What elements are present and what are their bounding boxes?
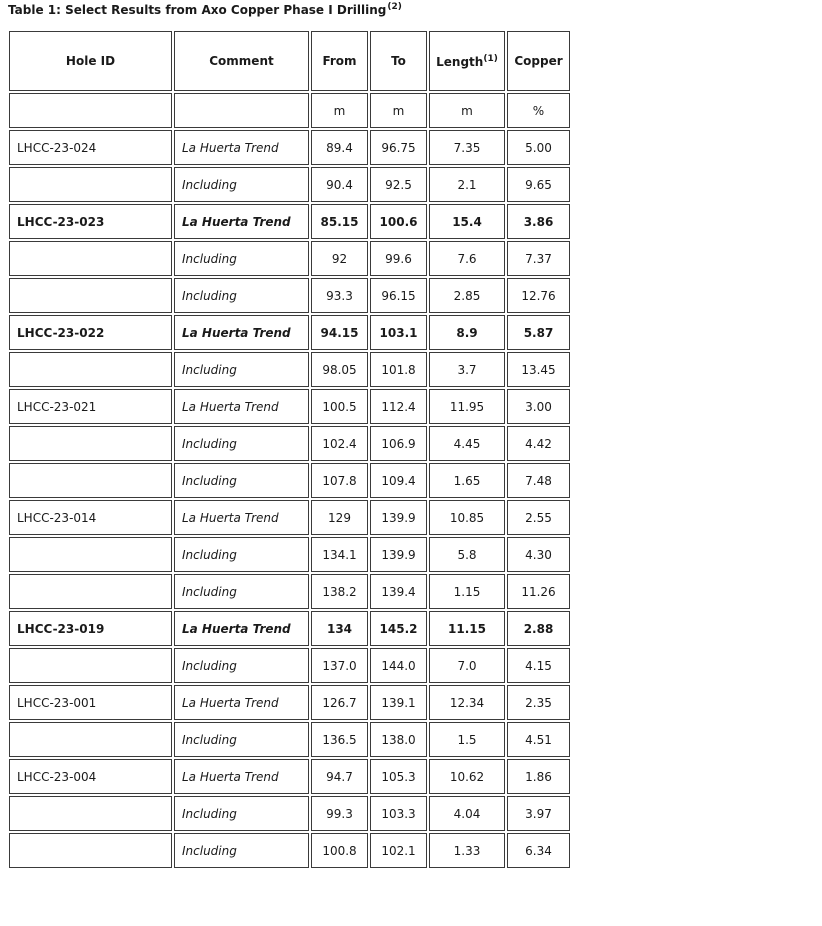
from-cell: 138.2 xyxy=(311,574,368,609)
table-row xyxy=(9,426,570,461)
length-cell: 3.7 xyxy=(429,352,505,387)
hole-id-cell xyxy=(9,648,172,683)
hole-id-cell: LHCC-23-019 xyxy=(9,611,172,646)
hole-id-cell xyxy=(9,537,172,572)
comment-cell: Including xyxy=(174,463,309,498)
copper-cell: 6.34 xyxy=(507,833,570,868)
table-row xyxy=(9,759,570,794)
copper-cell: 4.51 xyxy=(507,722,570,757)
from-cell: 100.5 xyxy=(311,389,368,424)
comment-cell: Including xyxy=(174,241,309,276)
table-row xyxy=(9,167,570,202)
unit-copper: % xyxy=(507,93,570,128)
table-row xyxy=(9,389,570,424)
from-cell: 137.0 xyxy=(311,648,368,683)
table-row xyxy=(9,611,570,646)
to-cell: 102.1 xyxy=(370,833,427,868)
copper-cell: 11.26 xyxy=(507,574,570,609)
from-cell: 100.8 xyxy=(311,833,368,868)
length-cell: 4.45 xyxy=(429,426,505,461)
to-cell: 101.8 xyxy=(370,352,427,387)
from-cell: 102.4 xyxy=(311,426,368,461)
table-row xyxy=(9,796,570,831)
table-row xyxy=(9,648,570,683)
comment-cell: La Huerta Trend xyxy=(174,500,309,535)
length-cell: 2.1 xyxy=(429,167,505,202)
table-row xyxy=(9,500,570,535)
hole-id-cell xyxy=(9,426,172,461)
length-cell: 10.62 xyxy=(429,759,505,794)
comment-cell: Including xyxy=(174,648,309,683)
comment-cell: Including xyxy=(174,278,309,313)
comment-cell: La Huerta Trend xyxy=(174,759,309,794)
hole-id-cell: LHCC-23-014 xyxy=(9,500,172,535)
header-to: To xyxy=(370,31,427,91)
to-cell: 96.75 xyxy=(370,130,427,165)
comment-cell: La Huerta Trend xyxy=(174,685,309,720)
units-row xyxy=(9,93,570,128)
copper-cell: 5.00 xyxy=(507,130,570,165)
to-cell: 99.6 xyxy=(370,241,427,276)
header-comment: Comment xyxy=(174,31,309,91)
copper-cell: 12.76 xyxy=(507,278,570,313)
length-cell: 5.8 xyxy=(429,537,505,572)
copper-cell: 9.65 xyxy=(507,167,570,202)
length-cell: 7.6 xyxy=(429,241,505,276)
copper-cell: 4.15 xyxy=(507,648,570,683)
copper-cell: 2.88 xyxy=(507,611,570,646)
header-length-label: Length xyxy=(436,54,484,69)
header-from: From xyxy=(311,31,368,91)
title-footnote: (2) xyxy=(387,2,402,12)
length-cell: 4.04 xyxy=(429,796,505,831)
length-cell: 7.35 xyxy=(429,130,505,165)
comment-cell: Including xyxy=(174,167,309,202)
length-cell: 11.95 xyxy=(429,389,505,424)
to-cell: 96.15 xyxy=(370,278,427,313)
table-title xyxy=(8,2,402,17)
table-row xyxy=(9,537,570,572)
table-row xyxy=(9,278,570,313)
to-cell: 139.9 xyxy=(370,537,427,572)
table-row xyxy=(9,833,570,868)
from-cell: 99.3 xyxy=(311,796,368,831)
from-cell: 94.15 xyxy=(311,315,368,350)
hole-id-cell: LHCC-23-022 xyxy=(9,315,172,350)
table-body xyxy=(9,130,570,868)
from-cell: 93.3 xyxy=(311,278,368,313)
hole-id-cell: LHCC-23-004 xyxy=(9,759,172,794)
comment-cell: La Huerta Trend xyxy=(174,611,309,646)
length-footnote: (1) xyxy=(483,53,498,64)
to-cell: 139.9 xyxy=(370,500,427,535)
hole-id-cell xyxy=(9,167,172,202)
hole-id-cell xyxy=(9,722,172,757)
comment-cell: Including xyxy=(174,426,309,461)
comment-cell: Including xyxy=(174,722,309,757)
copper-cell: 3.00 xyxy=(507,389,570,424)
table-row xyxy=(9,352,570,387)
copper-cell: 2.35 xyxy=(507,685,570,720)
length-cell: 10.85 xyxy=(429,500,505,535)
copper-cell: 1.86 xyxy=(507,759,570,794)
unit-length: m xyxy=(429,93,505,128)
to-cell: 138.0 xyxy=(370,722,427,757)
length-cell: 8.9 xyxy=(429,315,505,350)
table-title-text: Table 1: Select Results from Axo Copper Phase I Drilling xyxy=(8,3,387,17)
header-row xyxy=(9,31,570,91)
copper-cell: 4.30 xyxy=(507,537,570,572)
from-cell: 107.8 xyxy=(311,463,368,498)
from-cell: 92 xyxy=(311,241,368,276)
to-cell: 139.1 xyxy=(370,685,427,720)
comment-cell: Including xyxy=(174,537,309,572)
length-cell: 1.15 xyxy=(429,574,505,609)
hole-id-cell xyxy=(9,278,172,313)
copper-cell: 2.55 xyxy=(507,500,570,535)
to-cell: 106.9 xyxy=(370,426,427,461)
unit-to: m xyxy=(370,93,427,128)
to-cell: 112.4 xyxy=(370,389,427,424)
comment-cell: Including xyxy=(174,796,309,831)
table-row xyxy=(9,130,570,165)
table-row xyxy=(9,463,570,498)
from-cell: 94.7 xyxy=(311,759,368,794)
hole-id-cell xyxy=(9,833,172,868)
to-cell: 139.4 xyxy=(370,574,427,609)
hole-id-cell xyxy=(9,574,172,609)
copper-cell: 7.48 xyxy=(507,463,570,498)
header-copper: Copper xyxy=(507,31,570,91)
length-cell: 15.4 xyxy=(429,204,505,239)
copper-cell: 3.86 xyxy=(507,204,570,239)
length-cell: 2.85 xyxy=(429,278,505,313)
from-cell: 126.7 xyxy=(311,685,368,720)
length-cell: 1.5 xyxy=(429,722,505,757)
hole-id-cell: LHCC-23-001 xyxy=(9,685,172,720)
drilling-results-table xyxy=(7,29,572,870)
to-cell: 103.1 xyxy=(370,315,427,350)
copper-cell: 13.45 xyxy=(507,352,570,387)
hole-id-cell xyxy=(9,463,172,498)
unit-comment xyxy=(174,93,309,128)
comment-cell: Including xyxy=(174,352,309,387)
copper-cell: 7.37 xyxy=(507,241,570,276)
copper-cell: 4.42 xyxy=(507,426,570,461)
hole-id-cell: LHCC-23-023 xyxy=(9,204,172,239)
to-cell: 144.0 xyxy=(370,648,427,683)
copper-cell: 5.87 xyxy=(507,315,570,350)
from-cell: 89.4 xyxy=(311,130,368,165)
header-hole-id: Hole ID xyxy=(9,31,172,91)
hole-id-cell: LHCC-23-021 xyxy=(9,389,172,424)
comment-cell: La Huerta Trend xyxy=(174,204,309,239)
to-cell: 145.2 xyxy=(370,611,427,646)
table-row xyxy=(9,685,570,720)
to-cell: 103.3 xyxy=(370,796,427,831)
comment-cell: Including xyxy=(174,833,309,868)
to-cell: 105.3 xyxy=(370,759,427,794)
to-cell: 92.5 xyxy=(370,167,427,202)
from-cell: 90.4 xyxy=(311,167,368,202)
from-cell: 134.1 xyxy=(311,537,368,572)
length-cell: 11.15 xyxy=(429,611,505,646)
from-cell: 134 xyxy=(311,611,368,646)
length-cell: 1.33 xyxy=(429,833,505,868)
table-row xyxy=(9,204,570,239)
hole-id-cell xyxy=(9,241,172,276)
hole-id-cell xyxy=(9,352,172,387)
table-row xyxy=(9,241,570,276)
from-cell: 98.05 xyxy=(311,352,368,387)
length-cell: 7.0 xyxy=(429,648,505,683)
from-cell: 85.15 xyxy=(311,204,368,239)
to-cell: 100.6 xyxy=(370,204,427,239)
comment-cell: Including xyxy=(174,574,309,609)
unit-from: m xyxy=(311,93,368,128)
table-row xyxy=(9,722,570,757)
length-cell: 1.65 xyxy=(429,463,505,498)
copper-cell: 3.97 xyxy=(507,796,570,831)
from-cell: 136.5 xyxy=(311,722,368,757)
comment-cell: La Huerta Trend xyxy=(174,389,309,424)
comment-cell: La Huerta Trend xyxy=(174,315,309,350)
comment-cell: La Huerta Trend xyxy=(174,130,309,165)
header-length xyxy=(429,31,505,91)
unit-hole-id xyxy=(9,93,172,128)
hole-id-cell xyxy=(9,796,172,831)
hole-id-cell: LHCC-23-024 xyxy=(9,130,172,165)
to-cell: 109.4 xyxy=(370,463,427,498)
table-row xyxy=(9,315,570,350)
table-row xyxy=(9,574,570,609)
from-cell: 129 xyxy=(311,500,368,535)
length-cell: 12.34 xyxy=(429,685,505,720)
